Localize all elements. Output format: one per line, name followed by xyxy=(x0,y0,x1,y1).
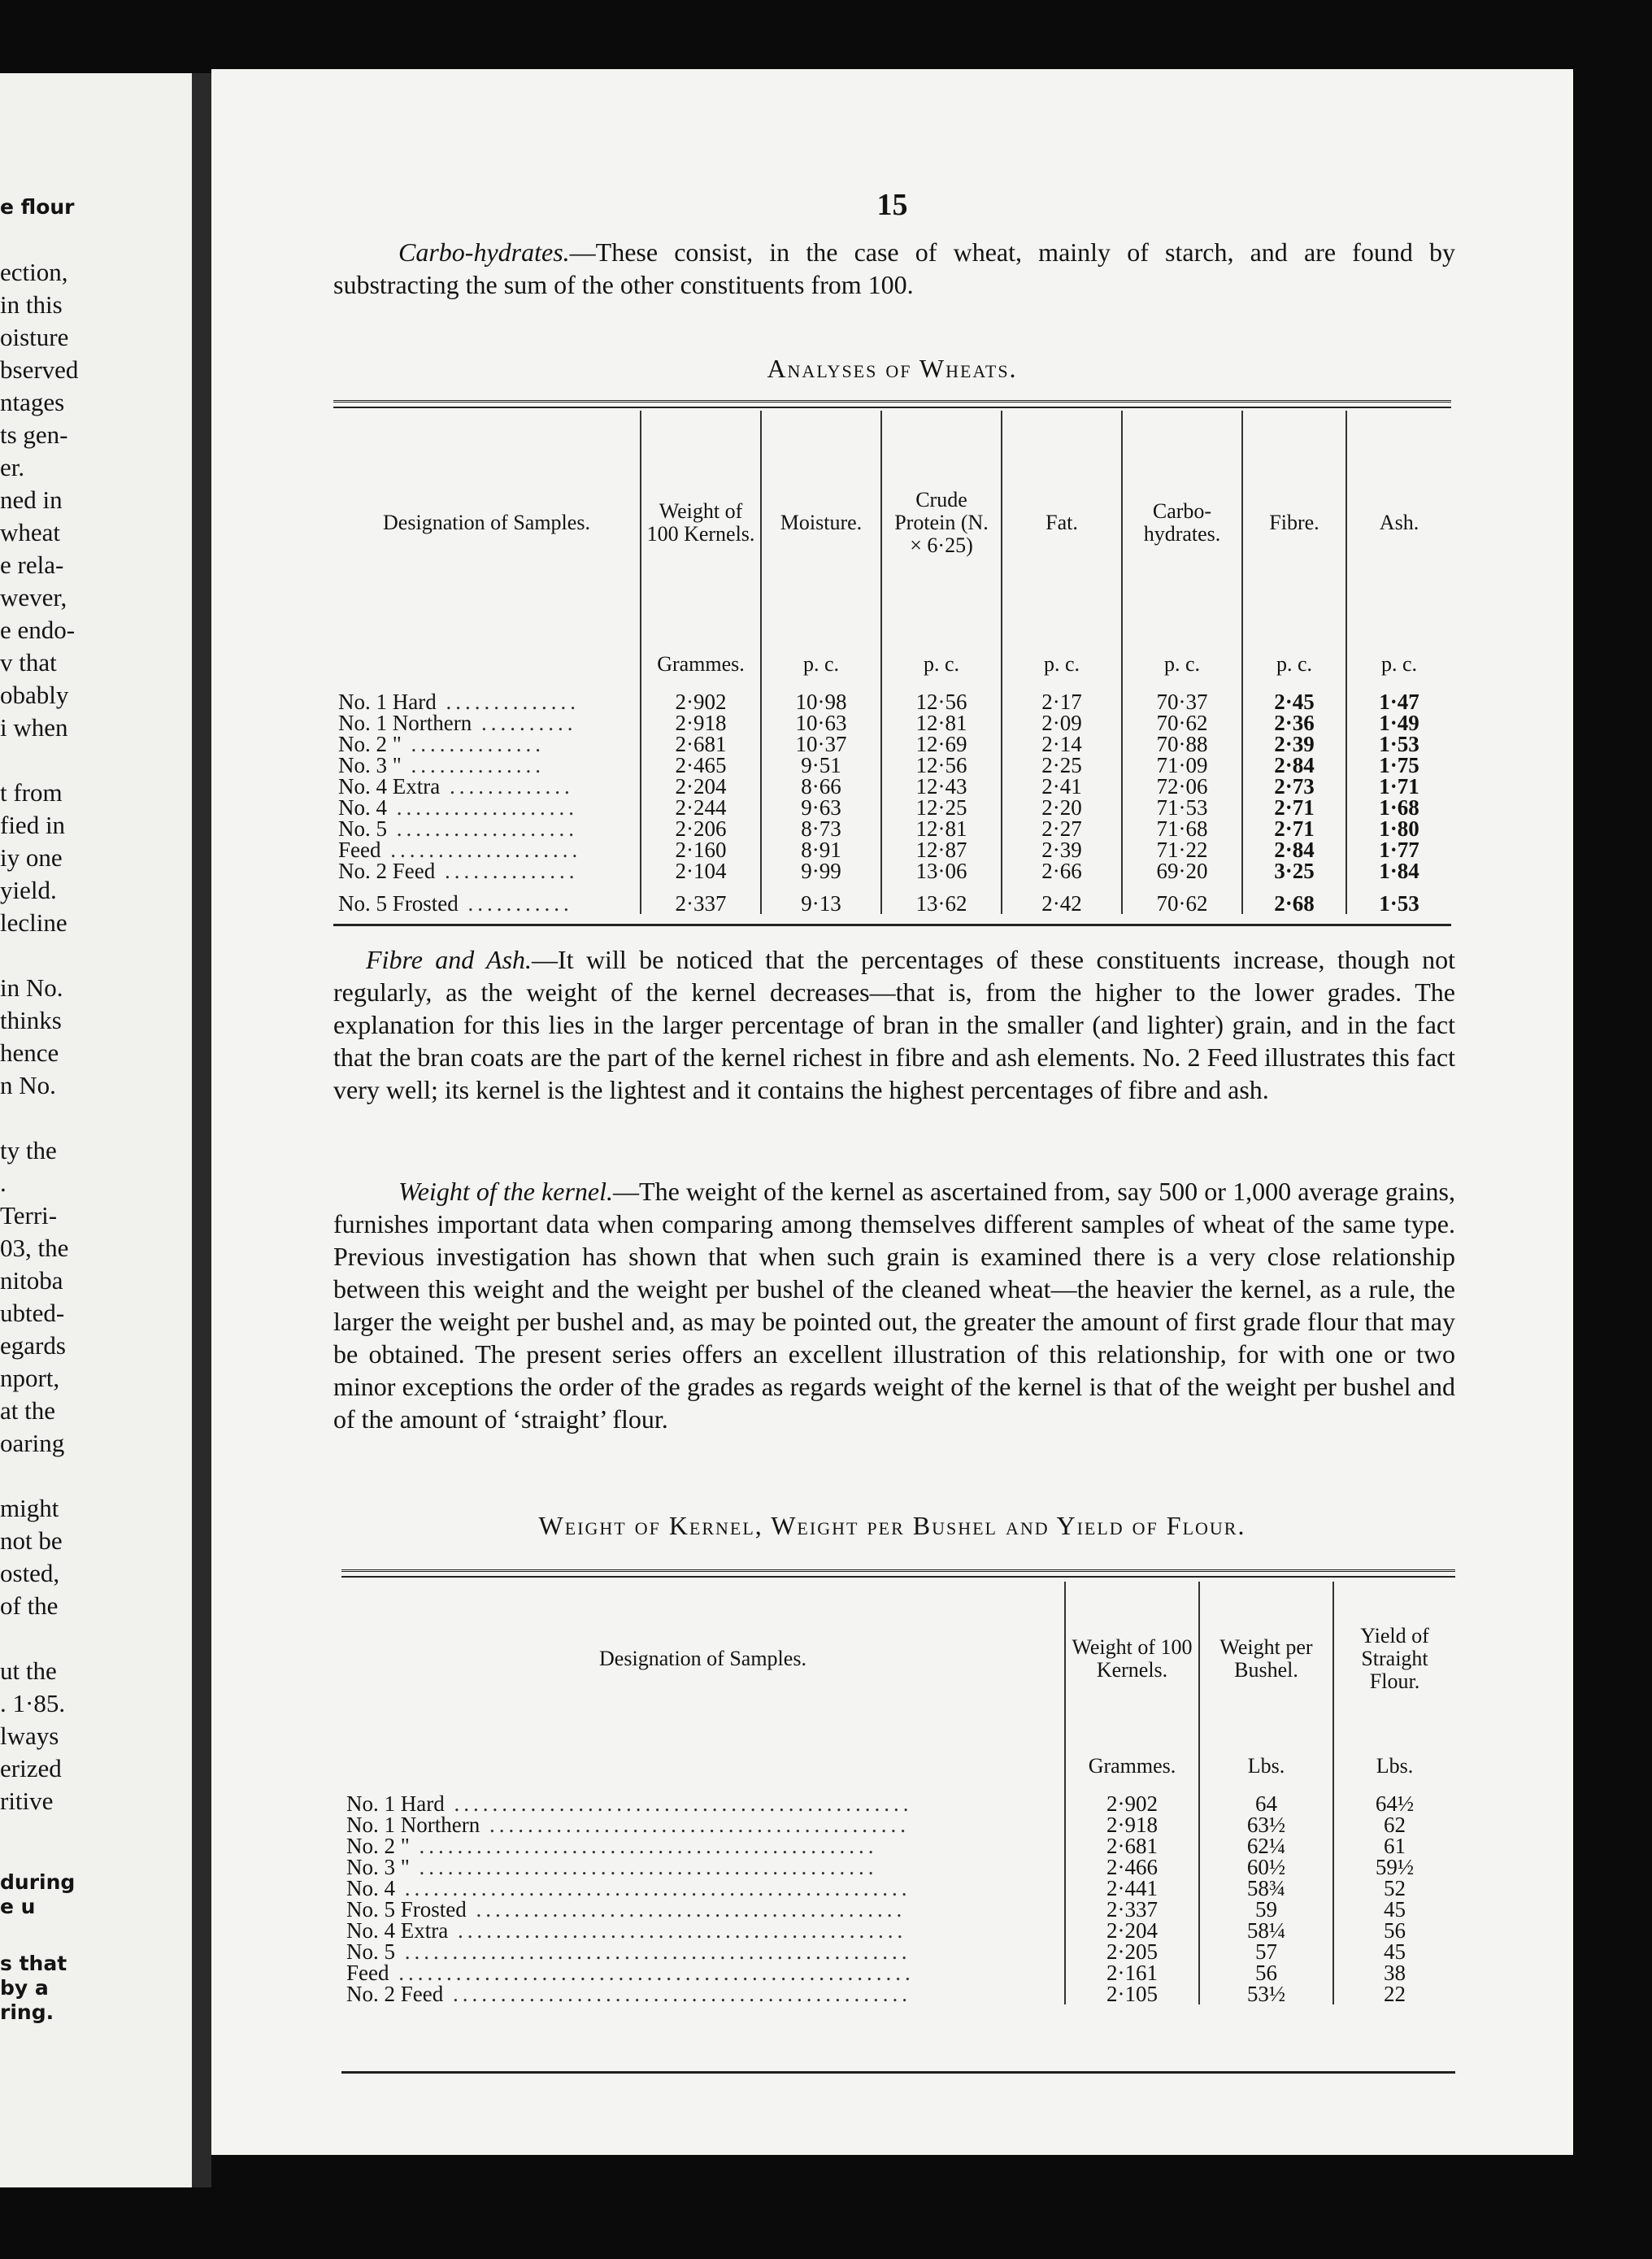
left-page-text-fragment: s that xyxy=(0,1952,67,1975)
leader-dots: ............................................... xyxy=(448,1918,907,1943)
table-row xyxy=(333,776,1451,797)
value-cell: 71·09 xyxy=(1122,755,1242,776)
left-page-text-fragment: ntages xyxy=(0,388,65,416)
left-page-text-fragment: ritive xyxy=(0,1787,54,1815)
value-cell: 2·161 xyxy=(1065,1962,1199,1983)
left-page-text-fragment: in this xyxy=(0,290,63,319)
value-cell: 2·45 xyxy=(1242,691,1346,712)
book-page xyxy=(211,69,1573,2155)
sample-designation-cell xyxy=(341,1814,1065,1835)
table-row xyxy=(341,1835,1455,1856)
value-cell: 59 xyxy=(1199,1899,1333,1920)
leader-dots: ............................................ xyxy=(480,1813,910,1837)
sample-name: No. 5 Frosted xyxy=(346,1897,467,1922)
left-page-text-fragment: ring. xyxy=(0,2000,54,2024)
sample-name: Feed xyxy=(338,838,381,862)
left-page-text-fragment: yield. xyxy=(0,876,57,904)
value-cell: 2·20 xyxy=(1002,797,1122,818)
unit-cell: p. c. xyxy=(1242,634,1346,691)
table-row xyxy=(341,1793,1455,1814)
value-cell: 2·17 xyxy=(1002,691,1122,712)
left-page-text-fragment: iy one xyxy=(0,843,63,872)
column-header-weight: Weight of 100 Kernels. xyxy=(641,411,761,634)
value-cell: 9·51 xyxy=(761,755,881,776)
left-page-fragment xyxy=(0,73,192,2187)
paragraph-fibre-ash xyxy=(333,943,1455,1106)
left-page-text-fragment: wheat xyxy=(0,518,61,546)
column-header-carbohydrates: Carbo-hydrates. xyxy=(1122,411,1242,634)
paragraph-lead: Weight of the kernel. xyxy=(398,1177,614,1206)
value-cell: 12·56 xyxy=(881,691,1002,712)
value-cell: 2·160 xyxy=(641,839,761,860)
left-page-text-fragment: 03, the xyxy=(0,1234,69,1262)
value-cell: 64½ xyxy=(1333,1793,1455,1814)
sample-designation-cell xyxy=(333,893,641,914)
value-cell: 12·69 xyxy=(881,733,1002,755)
column-header-designation: Designation of Samples. xyxy=(383,510,590,534)
sample-name: No. 4 xyxy=(338,795,387,820)
sample-designation-cell xyxy=(333,818,641,839)
value-cell: 1·77 xyxy=(1346,839,1451,860)
value-cell: 1·47 xyxy=(1346,691,1451,712)
sample-name: No. 4 Extra xyxy=(338,774,441,799)
sample-name: No. 1 Hard xyxy=(338,690,437,714)
value-cell: 8·91 xyxy=(761,839,881,860)
table-row xyxy=(341,1856,1455,1878)
value-cell: 56 xyxy=(1333,1920,1455,1941)
table-row xyxy=(341,1962,1455,1983)
value-cell: 10·98 xyxy=(761,691,881,712)
left-page-text-fragment: nitoba xyxy=(0,1266,63,1295)
left-page-text-fragment: might xyxy=(0,1494,59,1522)
left-page-text-fragment: er. xyxy=(0,453,25,481)
left-page-text-fragment: ut the xyxy=(0,1656,57,1685)
table-title-kernel-bushel-flour: Weight of Kernel, Weight per Bushel and Yield of Flour. xyxy=(538,1511,1246,1540)
left-page-text-fragment: wever, xyxy=(0,583,67,612)
paragraph-lead: Fibre and Ash. xyxy=(366,945,533,974)
unit-cell xyxy=(341,1736,1065,1793)
sample-designation-cell xyxy=(333,712,641,733)
table-row xyxy=(333,733,1451,755)
leader-dots: ........... xyxy=(458,891,573,916)
table-row xyxy=(341,1920,1455,1941)
value-cell: 2·465 xyxy=(641,755,761,776)
value-cell: 1·53 xyxy=(1346,733,1451,755)
left-page-text-fragment: not be xyxy=(0,1526,63,1555)
table-row xyxy=(333,860,1451,881)
left-page-text-fragment: ts gen- xyxy=(0,420,68,449)
sample-name: No. 3 " xyxy=(338,753,402,777)
table-row xyxy=(341,1941,1455,1962)
table-rule xyxy=(341,2071,1455,2074)
sample-designation-cell xyxy=(341,1941,1065,1962)
value-cell: 2·902 xyxy=(641,691,761,712)
sample-designation-cell xyxy=(341,1920,1065,1941)
value-cell: 62 xyxy=(1333,1814,1455,1835)
value-cell: 12·56 xyxy=(881,755,1002,776)
left-page-text-fragment: . xyxy=(0,1169,7,1197)
leader-dots: ..................................................... xyxy=(395,1876,911,1900)
left-page-text-fragment: erized xyxy=(0,1754,62,1782)
value-cell: 70·62 xyxy=(1122,712,1242,733)
unit-cell xyxy=(333,634,641,691)
left-page-text-fragment: thinks xyxy=(0,1006,62,1034)
table-row xyxy=(333,818,1451,839)
value-cell: 53½ xyxy=(1199,1983,1333,2004)
value-cell: 1·53 xyxy=(1346,893,1451,914)
value-cell: 2·27 xyxy=(1002,818,1122,839)
sample-designation-cell xyxy=(333,839,641,860)
paragraph-weight-kernel xyxy=(333,1175,1455,1435)
value-cell: 2·104 xyxy=(641,860,761,881)
value-cell: 2·918 xyxy=(641,712,761,733)
value-cell: 12·81 xyxy=(881,818,1002,839)
leader-dots: ................... xyxy=(387,816,578,841)
column-header-protein: Crude Protein (N. × 6·25) xyxy=(881,411,1002,634)
leader-dots: ............................................. xyxy=(466,1897,906,1922)
value-cell: 2·681 xyxy=(1065,1835,1199,1856)
table-rule xyxy=(333,407,1451,408)
table-rule xyxy=(333,924,1451,926)
value-cell: 64 xyxy=(1199,1793,1333,1814)
value-cell: 2·337 xyxy=(641,893,761,914)
leader-dots: .......... xyxy=(472,711,577,735)
sample-designation-cell xyxy=(333,860,641,881)
value-cell: 2·902 xyxy=(1065,1793,1199,1814)
value-cell: 10·37 xyxy=(761,733,881,755)
left-page-text-fragment: nport, xyxy=(0,1364,60,1392)
table-row xyxy=(333,691,1451,712)
table-header-row xyxy=(333,411,1451,634)
leader-dots: .................... xyxy=(380,838,582,862)
unit-cell: p. c. xyxy=(761,634,881,691)
column-header-fibre: Fibre. xyxy=(1242,411,1346,634)
leader-dots: ..................................................... xyxy=(395,1939,911,1964)
value-cell: 71·68 xyxy=(1122,818,1242,839)
value-cell: 13·06 xyxy=(881,860,1002,881)
left-page-text-fragment: oisture xyxy=(0,323,69,351)
left-page-text-fragment: ty the xyxy=(0,1136,57,1164)
unit-cell: Lbs. xyxy=(1333,1736,1455,1793)
leader-dots: ............. xyxy=(440,774,574,799)
value-cell: 45 xyxy=(1333,1941,1455,1962)
column-header-weight-bushel: Weight per Bushel. xyxy=(1199,1582,1333,1736)
left-page-text-fragment: n No. xyxy=(0,1071,56,1099)
value-cell: 2·337 xyxy=(1065,1899,1199,1920)
sample-name: No. 2 " xyxy=(338,732,402,756)
sample-name: No. 2 Feed xyxy=(346,1982,444,2006)
value-cell: 70·37 xyxy=(1122,691,1242,712)
leader-dots: ................................................ xyxy=(409,1834,878,1858)
value-cell: 2·25 xyxy=(1002,755,1122,776)
value-cell: 2·918 xyxy=(1065,1814,1199,1835)
unit-cell: p. c. xyxy=(1346,634,1451,691)
column-header-weight-kernels: Weight of 100 Kernels. xyxy=(1065,1582,1199,1736)
value-cell: 56 xyxy=(1199,1962,1333,1983)
value-cell: 2·71 xyxy=(1242,818,1346,839)
value-cell: 62¼ xyxy=(1199,1835,1333,1856)
left-page-text-fragment: e flour xyxy=(0,195,75,219)
value-cell: 2·441 xyxy=(1065,1878,1199,1899)
sample-name: Feed xyxy=(346,1961,389,1985)
left-page-text-fragment: e endo- xyxy=(0,616,76,644)
value-cell: 2·84 xyxy=(1242,755,1346,776)
left-page-text-fragment: . 1·85. xyxy=(0,1689,66,1717)
left-page-text-fragment: of the xyxy=(0,1591,59,1620)
left-page-text-fragment: hence xyxy=(0,1038,59,1067)
value-cell: 2·68 xyxy=(1242,893,1346,914)
column-header-ash: Ash. xyxy=(1346,411,1451,634)
value-cell: 1·49 xyxy=(1346,712,1451,733)
unit-cell: p. c. xyxy=(1002,634,1122,691)
paragraph-text: —It will be noticed that the percentages of these constituents increase, though not regularly, as the weight of the kernel decreases—that is, from the higher to the lower grades. The explanation for this lies in the larger percentage of bran in the smaller (and lighter) grain, and in the fact that the bran coats are the part of the kernel richest in fibre and ash elements. No. 2 Feed illustrates this fact very well; its kernel is the lightest and it contains the highest percentages of fibre and ash. xyxy=(333,945,1456,1104)
sample-designation-cell xyxy=(333,691,641,712)
kernel-bushel-flour-table xyxy=(341,1582,1455,2004)
left-page-text-fragment: Terri- xyxy=(0,1201,58,1230)
value-cell: 1·68 xyxy=(1346,797,1451,818)
sample-designation-cell xyxy=(333,733,641,755)
sample-name: No. 4 xyxy=(346,1876,395,1900)
table-header-row xyxy=(341,1582,1455,1736)
sample-name: No. 5 xyxy=(338,816,387,841)
table-row xyxy=(341,1814,1455,1835)
value-cell: 60½ xyxy=(1199,1856,1333,1878)
column-header-fat: Fat. xyxy=(1002,411,1122,634)
column-header-yield-flour: Yield of Straight Flour. xyxy=(1333,1582,1455,1736)
units-row xyxy=(341,1736,1455,1793)
sample-designation-cell xyxy=(341,1793,1065,1814)
left-page-text-fragment: v that xyxy=(0,648,57,677)
value-cell: 45 xyxy=(1333,1899,1455,1920)
unit-cell: Grammes. xyxy=(641,634,761,691)
value-cell: 12·43 xyxy=(881,776,1002,797)
value-cell: 10·63 xyxy=(761,712,881,733)
table-row xyxy=(333,893,1451,914)
unit-cell: p. c. xyxy=(1122,634,1242,691)
value-cell: 71·53 xyxy=(1122,797,1242,818)
value-cell: 22 xyxy=(1333,1983,1455,2004)
sample-name: No. 2 " xyxy=(346,1834,410,1858)
value-cell: 12·25 xyxy=(881,797,1002,818)
paragraph-text: —These consist, in the case of wheat, mainly of starch, and are found by substracting the sum of the other constituents from 100. xyxy=(333,237,1455,299)
value-cell: 2·204 xyxy=(1065,1920,1199,1941)
table-row xyxy=(333,797,1451,818)
value-cell: 58¾ xyxy=(1199,1878,1333,1899)
value-cell: 9·99 xyxy=(761,860,881,881)
left-page-text-fragment: lecline xyxy=(0,908,67,937)
value-cell: 2·466 xyxy=(1065,1856,1199,1878)
left-page-text-fragment: lways xyxy=(0,1721,59,1750)
value-cell: 1·71 xyxy=(1346,776,1451,797)
sample-name: No. 1 Northern xyxy=(346,1813,480,1837)
value-cell: 2·205 xyxy=(1065,1941,1199,1962)
left-page-text-fragment: obably xyxy=(0,681,69,709)
left-page-text-fragment: fied in xyxy=(0,811,66,839)
value-cell: 2·105 xyxy=(1065,1983,1199,2004)
table-row xyxy=(333,839,1451,860)
table-row xyxy=(341,1983,1455,2004)
leader-dots: .............. xyxy=(401,753,546,777)
sample-designation-cell xyxy=(341,1983,1065,2004)
paragraph-carbo-hydrates xyxy=(333,236,1455,301)
value-cell: 2·14 xyxy=(1002,733,1122,755)
table-rule xyxy=(333,400,1451,406)
left-page-text-fragment: bserved xyxy=(0,355,79,384)
left-page-text-fragment: by a xyxy=(0,1976,49,2000)
left-page-text-fragment: t from xyxy=(0,778,63,807)
value-cell: 8·73 xyxy=(761,818,881,839)
sample-designation-cell xyxy=(341,1856,1065,1878)
column-header-designation: Designation of Samples. xyxy=(599,1647,806,1670)
sample-name: No. 1 Northern xyxy=(338,711,472,735)
sample-name: No. 5 xyxy=(346,1939,395,1964)
table-row xyxy=(333,755,1451,776)
leader-dots: ................... xyxy=(387,795,578,820)
sample-designation-cell xyxy=(333,776,641,797)
unit-cell: Lbs. xyxy=(1199,1736,1333,1793)
value-cell: 1·80 xyxy=(1346,818,1451,839)
leader-dots: .............. xyxy=(436,690,580,714)
left-page-text-fragment: ned in xyxy=(0,485,63,514)
sample-name: No. 3 " xyxy=(346,1855,410,1879)
page-number: 15 xyxy=(876,188,908,222)
leader-dots: .............. xyxy=(435,859,579,883)
value-cell: 2·39 xyxy=(1002,839,1122,860)
value-cell: 1·84 xyxy=(1346,860,1451,881)
value-cell: 13·62 xyxy=(881,893,1002,914)
sample-name: No. 1 Hard xyxy=(346,1791,445,1816)
left-page-text-fragment: i when xyxy=(0,713,68,742)
table-row xyxy=(341,1899,1455,1920)
value-cell: 2·71 xyxy=(1242,797,1346,818)
left-page-text-fragment: ubted- xyxy=(0,1299,65,1327)
value-cell: 2·39 xyxy=(1242,733,1346,755)
value-cell: 2·09 xyxy=(1002,712,1122,733)
value-cell: 8·66 xyxy=(761,776,881,797)
sample-designation-cell xyxy=(341,1899,1065,1920)
value-cell: 1·75 xyxy=(1346,755,1451,776)
sample-designation-cell xyxy=(341,1835,1065,1856)
units-row xyxy=(333,634,1451,691)
leader-dots: ................................................ xyxy=(444,1791,913,1816)
value-cell: 12·87 xyxy=(881,839,1002,860)
left-page-text-fragment: e u xyxy=(0,1895,36,1918)
value-cell: 69·20 xyxy=(1122,860,1242,881)
paragraph-text: —The weight of the kernel as ascertained from, say 500 or 1,000 average grains, furnishes important data when comparing among themselves different samples of wheat of the same type. Previous investigation has shown that when such grain is examined there is a very close relationship between this weight and the weight per bushel of the cleaned wheat—the heavier the kernel, as a rule, the larger the weight per bushel and, as may be pointed out, the greater the amount of first grade flour that may be obtained. The present series offers an excellent illustration of this relationship, for with one or two minor exceptions the order of the grades as regards weight of the kernel is that of the weight per bushel and of the amount of ‘straight’ flour. xyxy=(333,1177,1456,1434)
sample-name: No. 2 Feed xyxy=(338,859,436,883)
table-title-analyses: Analyses of Wheats. xyxy=(767,354,1018,383)
value-cell: 71·22 xyxy=(1122,839,1242,860)
analyses-table xyxy=(333,411,1451,914)
value-cell: 2·36 xyxy=(1242,712,1346,733)
value-cell: 59½ xyxy=(1333,1856,1455,1878)
left-page-text-fragment: osted, xyxy=(0,1559,60,1587)
value-cell: 72·06 xyxy=(1122,776,1242,797)
sample-designation-cell xyxy=(341,1962,1065,1983)
unit-cell: Grammes. xyxy=(1065,1736,1199,1793)
left-page-text-fragment: oaring xyxy=(0,1429,65,1457)
table-row xyxy=(333,712,1451,733)
value-cell: 2·204 xyxy=(641,776,761,797)
leader-dots: ................................................ xyxy=(443,1982,911,2006)
value-cell: 2·41 xyxy=(1002,776,1122,797)
value-cell: 52 xyxy=(1333,1878,1455,1899)
table-rule xyxy=(341,1576,1455,1578)
sample-designation-cell xyxy=(341,1878,1065,1899)
left-page-text-fragment: ection, xyxy=(0,258,68,286)
value-cell: 12·81 xyxy=(881,712,1002,733)
paragraph-lead: Carbo-hydrates. xyxy=(398,237,570,267)
left-page-text-fragment: e rela- xyxy=(0,551,64,579)
value-cell: 2·66 xyxy=(1002,860,1122,881)
value-cell: 9·63 xyxy=(761,797,881,818)
value-cell: 63½ xyxy=(1199,1814,1333,1835)
book-gutter xyxy=(192,73,211,2187)
value-cell: 2·206 xyxy=(641,818,761,839)
value-cell: 70·62 xyxy=(1122,893,1242,914)
leader-dots: ................................................ xyxy=(409,1855,878,1879)
value-cell: 58¼ xyxy=(1199,1920,1333,1941)
value-cell: 9·13 xyxy=(761,893,881,914)
left-page-text-fragment: at the xyxy=(0,1396,55,1425)
left-page-text-fragment: during xyxy=(0,1870,76,1894)
leader-dots: ...................................................... xyxy=(389,1961,915,1985)
leader-dots: .............. xyxy=(401,732,546,756)
left-page-text-fragment: in No. xyxy=(0,973,63,1002)
table-rule xyxy=(341,1569,1455,1575)
value-cell: 2·244 xyxy=(641,797,761,818)
value-cell: 2·84 xyxy=(1242,839,1346,860)
left-page-text-fragment: egards xyxy=(0,1331,66,1360)
sample-name: No. 5 Frosted xyxy=(338,891,459,916)
value-cell: 57 xyxy=(1199,1941,1333,1962)
value-cell: 38 xyxy=(1333,1962,1455,1983)
value-cell: 2·73 xyxy=(1242,776,1346,797)
value-cell: 2·681 xyxy=(641,733,761,755)
value-cell: 70·88 xyxy=(1122,733,1242,755)
table-row xyxy=(341,1878,1455,1899)
value-cell: 2·42 xyxy=(1002,893,1122,914)
sample-name: No. 4 Extra xyxy=(346,1918,449,1943)
sample-designation-cell xyxy=(333,797,641,818)
column-header-moisture: Moisture. xyxy=(761,411,881,634)
sample-designation-cell xyxy=(333,755,641,776)
value-cell: 3·25 xyxy=(1242,860,1346,881)
value-cell: 61 xyxy=(1333,1835,1455,1856)
unit-cell: p. c. xyxy=(881,634,1002,691)
